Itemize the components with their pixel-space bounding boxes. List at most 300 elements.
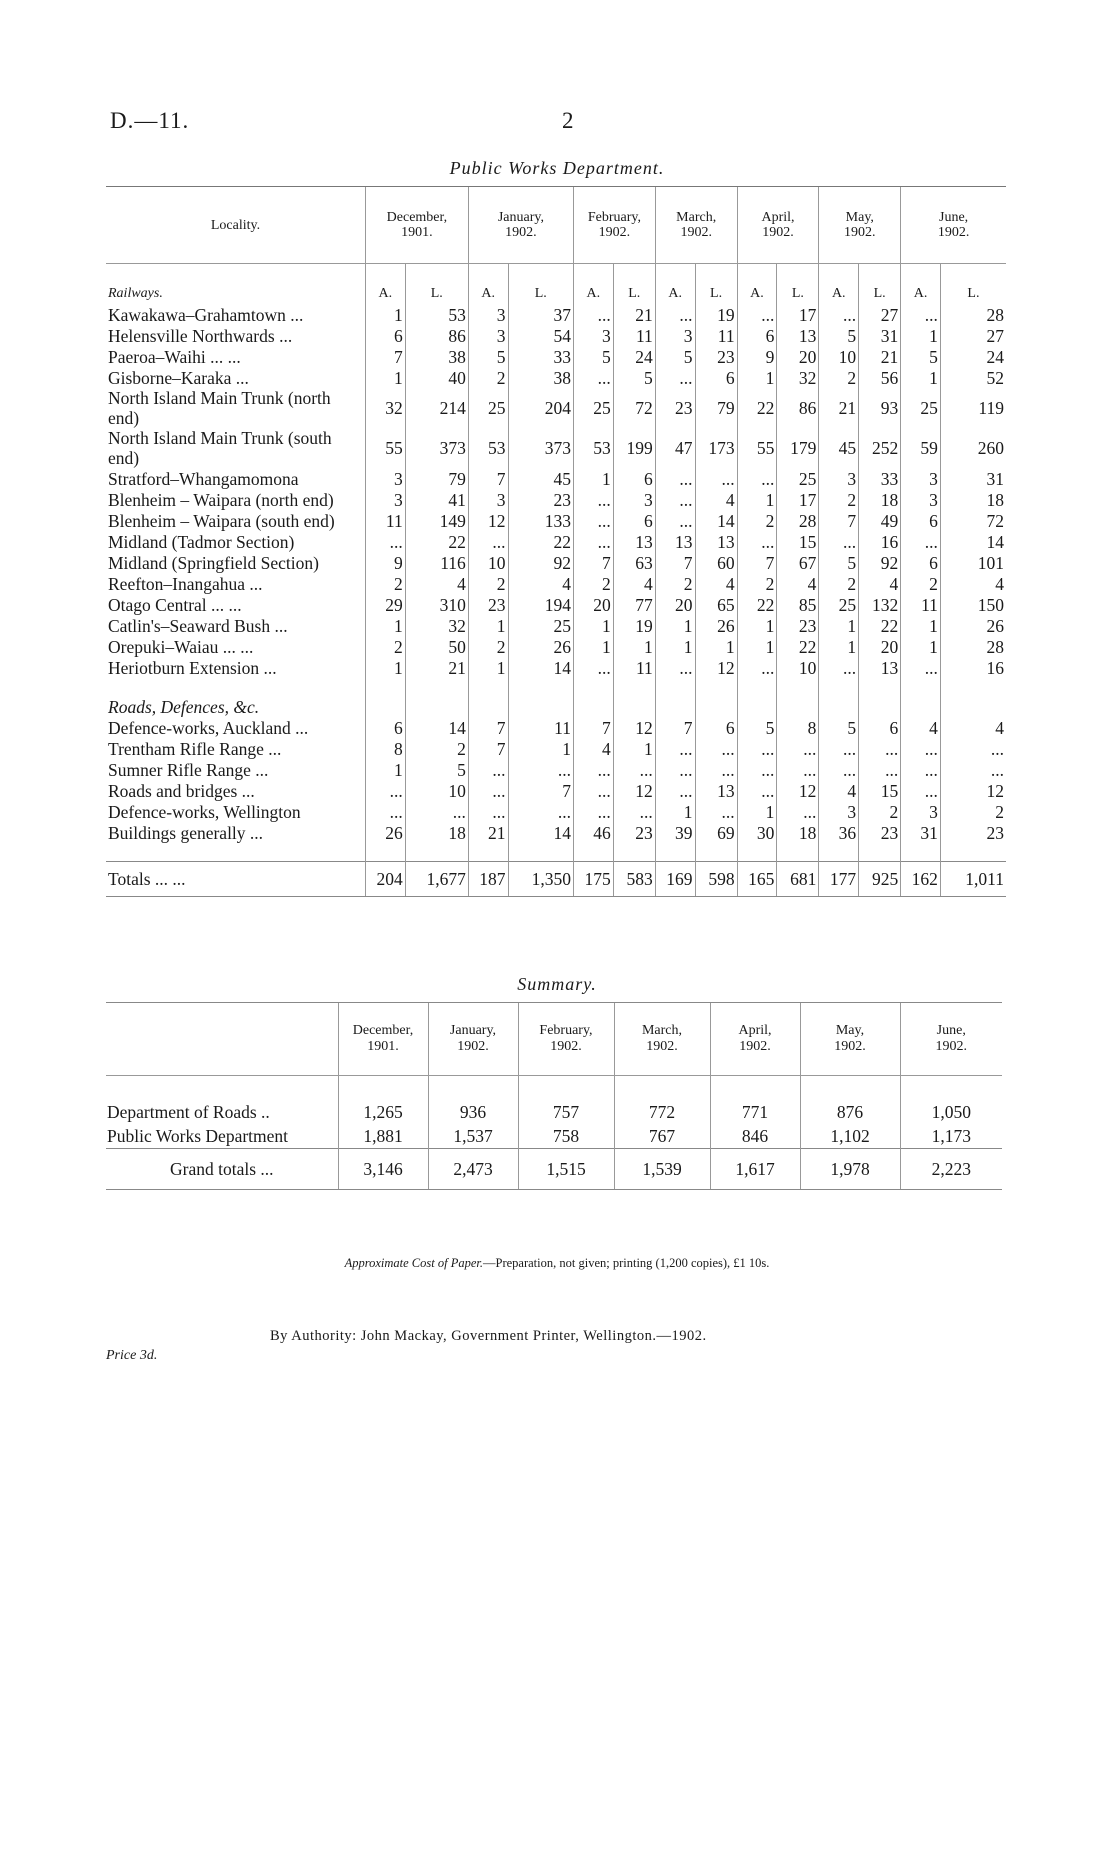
cell-value: 116 xyxy=(405,552,468,573)
cell-value: 2 xyxy=(574,573,614,594)
spacer-cell xyxy=(106,1076,338,1101)
cell-value: 6 xyxy=(859,717,901,738)
month-year: 1902. xyxy=(505,225,537,240)
month-header xyxy=(365,187,468,264)
cell-value: ... xyxy=(574,801,614,822)
cell-value: ... xyxy=(901,759,941,780)
document-code: D.—11. xyxy=(110,108,190,133)
total-value: 177 xyxy=(819,862,859,897)
summary-month-header xyxy=(800,1003,900,1076)
month-header xyxy=(901,187,1006,264)
cell-value: 27 xyxy=(940,325,1006,346)
cell-value: 17 xyxy=(777,489,819,510)
cell-value: 12 xyxy=(777,780,819,801)
month-name: January, xyxy=(497,210,544,225)
a-column-label: A. xyxy=(365,264,405,305)
cell-value: 1 xyxy=(901,636,941,657)
cell-value: 4 xyxy=(613,573,655,594)
cell-value: ... xyxy=(737,738,777,759)
spacer-cell xyxy=(695,678,737,696)
cell-value: 12 xyxy=(940,780,1006,801)
cell-value: ... xyxy=(655,738,695,759)
cell-value: 5 xyxy=(655,346,695,367)
cell-value: 150 xyxy=(940,594,1006,615)
cell-value: 1 xyxy=(655,636,695,657)
cell-value: 18 xyxy=(940,489,1006,510)
l-column-label: L. xyxy=(695,264,737,305)
table-row xyxy=(106,531,1006,552)
cell-value: ... xyxy=(819,657,859,678)
table-row xyxy=(106,346,1006,367)
table-row xyxy=(106,738,1006,759)
spacer-cell xyxy=(338,1076,428,1101)
table-row xyxy=(106,636,1006,657)
cell-value: 11 xyxy=(508,717,573,738)
month-year: 1902. xyxy=(935,1039,967,1054)
cell-value: ... xyxy=(574,304,614,325)
cell-value: ... xyxy=(901,780,941,801)
cell-value: 39 xyxy=(655,822,695,843)
cell-value: 52 xyxy=(940,367,1006,388)
cell-value: 11 xyxy=(695,325,737,346)
cell-value: ... xyxy=(777,801,819,822)
summary-value: 771 xyxy=(710,1100,800,1124)
summary-value: 767 xyxy=(614,1124,710,1149)
cell-value: 18 xyxy=(405,822,468,843)
cell-value: 1 xyxy=(613,738,655,759)
cell-value: 22 xyxy=(737,388,777,428)
cell-value: 5 xyxy=(819,552,859,573)
spacer-cell xyxy=(940,843,1006,862)
month-header xyxy=(574,187,656,264)
cell-value: 59 xyxy=(901,428,941,468)
summary-value: 1,881 xyxy=(338,1124,428,1149)
cell-value: 2 xyxy=(901,573,941,594)
cell-value: 7 xyxy=(468,717,508,738)
cell-value: ... xyxy=(613,801,655,822)
cell-value: 26 xyxy=(365,822,405,843)
locality-header: Locality. xyxy=(106,187,365,264)
cell-value: 1 xyxy=(695,636,737,657)
total-value: 1,350 xyxy=(508,862,573,897)
spacer-cell xyxy=(901,843,941,862)
month-year: 1902. xyxy=(739,1039,771,1054)
cell-value: 92 xyxy=(508,552,573,573)
cell-value: 7 xyxy=(574,552,614,573)
spacer-cell xyxy=(365,678,405,696)
cell-value: ... xyxy=(655,759,695,780)
cell-value: ... xyxy=(737,468,777,489)
month-year: 1901. xyxy=(367,1039,399,1054)
row-label: Midland (Tadmor Section) xyxy=(108,531,295,552)
cell-value: 1 xyxy=(819,636,859,657)
month-year: 1902. xyxy=(680,225,712,240)
month-name: April, xyxy=(761,210,795,225)
table-row xyxy=(106,510,1006,531)
cell-value: 32 xyxy=(777,367,819,388)
cell-value: 15 xyxy=(859,780,901,801)
row-label: Midland (Springfield Section) xyxy=(108,552,319,573)
cell-value: 85 xyxy=(777,594,819,615)
cell-value: 5 xyxy=(819,717,859,738)
cell-value: ... xyxy=(655,468,695,489)
spacer-cell xyxy=(468,678,508,696)
cell-value: 260 xyxy=(940,428,1006,468)
cell-value: 53 xyxy=(574,428,614,468)
summary-blank-header xyxy=(106,1003,338,1076)
cell-value: 2 xyxy=(737,573,777,594)
cell-value: 1 xyxy=(819,615,859,636)
cell-value: 23 xyxy=(940,822,1006,843)
cell-value: 14 xyxy=(508,657,573,678)
grand-total-value: 3,146 xyxy=(338,1149,428,1190)
summary-row-label: Public Works Department xyxy=(107,1126,289,1146)
section-roads-row xyxy=(106,696,1006,717)
cell-value: ... xyxy=(819,738,859,759)
spacer-cell xyxy=(655,843,695,862)
cell-value: 20 xyxy=(574,594,614,615)
l-column-label: L. xyxy=(613,264,655,305)
cell-value: 2 xyxy=(819,489,859,510)
cell-value: 3 xyxy=(365,468,405,489)
cell-value: 19 xyxy=(613,615,655,636)
cell-value: 373 xyxy=(508,428,573,468)
cell-value: 23 xyxy=(508,489,573,510)
cell-value: ... xyxy=(901,738,941,759)
spacer-cell xyxy=(574,678,614,696)
summary-month-header xyxy=(428,1003,518,1076)
cell-value: 3 xyxy=(901,801,941,822)
cell-value: 3 xyxy=(819,801,859,822)
cell-value: ... xyxy=(859,738,901,759)
cell-value: 3 xyxy=(655,325,695,346)
cell-value: 69 xyxy=(695,822,737,843)
cell-value: 2 xyxy=(940,801,1006,822)
cell-value: 26 xyxy=(695,615,737,636)
cell-value: 50 xyxy=(405,636,468,657)
cell-value: 7 xyxy=(819,510,859,531)
cell-value: 4 xyxy=(819,780,859,801)
main-table-header xyxy=(106,187,1006,264)
cell-value: ... xyxy=(695,759,737,780)
cell-value: ... xyxy=(574,489,614,510)
cell-value: 1 xyxy=(737,367,777,388)
cell-value: ... xyxy=(901,657,941,678)
cell-value: 1 xyxy=(655,801,695,822)
spacer-cell xyxy=(710,1076,800,1101)
spacer-cell xyxy=(737,843,777,862)
summary-month-header xyxy=(900,1003,1002,1076)
cell-value: 20 xyxy=(777,346,819,367)
row-label: Catlin's–Seaward Bush ... xyxy=(108,615,288,636)
cell-value: 12 xyxy=(695,657,737,678)
cell-value: 16 xyxy=(940,657,1006,678)
cell-value: ... xyxy=(574,367,614,388)
row-label: Blenheim – Waipara (north end) xyxy=(108,489,334,510)
a-column-label: A. xyxy=(819,264,859,305)
cell-value: 72 xyxy=(940,510,1006,531)
cell-value: 4 xyxy=(695,489,737,510)
cell-value: 4 xyxy=(940,573,1006,594)
summary-value: 1,265 xyxy=(338,1100,428,1124)
month-year: 1902. xyxy=(598,225,631,240)
table-row xyxy=(106,615,1006,636)
total-value: 187 xyxy=(468,862,508,897)
cell-value: 5 xyxy=(468,346,508,367)
cell-value: 6 xyxy=(737,325,777,346)
cell-value: 77 xyxy=(613,594,655,615)
spacer-cell xyxy=(859,678,901,696)
summary-value: 876 xyxy=(800,1100,900,1124)
cell-value: 214 xyxy=(405,388,468,428)
spacer-cell xyxy=(468,843,508,862)
spacer-cell xyxy=(613,678,655,696)
row-label: North Island Main Trunk (north end) xyxy=(108,388,331,428)
cell-value: ... xyxy=(365,801,405,822)
cell-value: 2 xyxy=(737,510,777,531)
cell-value: 31 xyxy=(901,822,941,843)
cell-value: 47 xyxy=(655,428,695,468)
cell-value: ... xyxy=(574,510,614,531)
cell-value: 6 xyxy=(613,468,655,489)
spacer-cell xyxy=(695,696,737,717)
cell-value: 86 xyxy=(777,388,819,428)
cell-value: 1 xyxy=(365,759,405,780)
row-label: Buildings generally ... xyxy=(108,822,264,843)
table-row xyxy=(106,489,1006,510)
total-value: 925 xyxy=(859,862,901,897)
cell-value: ... xyxy=(777,759,819,780)
cell-value: 1 xyxy=(365,615,405,636)
spacer-cell xyxy=(428,1076,518,1101)
cell-value: 11 xyxy=(613,325,655,346)
row-label: Otago Central ... ... xyxy=(108,594,242,615)
grand-total-value: 1,978 xyxy=(800,1149,900,1190)
cell-value: 3 xyxy=(901,489,941,510)
summary-month-header xyxy=(338,1003,428,1076)
cell-value: 11 xyxy=(365,510,405,531)
cell-value: 28 xyxy=(940,304,1006,325)
month-name: March, xyxy=(641,1023,683,1038)
cell-value: 4 xyxy=(777,573,819,594)
cell-value: 7 xyxy=(365,346,405,367)
table-row xyxy=(106,594,1006,615)
row-label: Orepuki–Waiau ... ... xyxy=(108,636,254,657)
cell-value: 310 xyxy=(405,594,468,615)
cell-value: 1 xyxy=(737,801,777,822)
cell-value: 3 xyxy=(613,489,655,510)
cell-value: 13 xyxy=(613,531,655,552)
total-value: 1,011 xyxy=(940,862,1006,897)
cell-value: 38 xyxy=(405,346,468,367)
table-row xyxy=(106,367,1006,388)
cell-value: 3 xyxy=(468,325,508,346)
summary-month-header xyxy=(614,1003,710,1076)
month-name: December, xyxy=(352,1023,414,1038)
cell-value: 55 xyxy=(365,428,405,468)
cell-value: 22 xyxy=(508,531,573,552)
spacer-cell xyxy=(508,843,573,862)
cell-value: 8 xyxy=(365,738,405,759)
cell-value: 37 xyxy=(508,304,573,325)
cell-value: 2 xyxy=(365,636,405,657)
cost-label: Approximate Cost of Paper. xyxy=(344,1256,483,1270)
spacer-cell xyxy=(405,696,468,717)
cell-value: 24 xyxy=(940,346,1006,367)
summary-value: 1,173 xyxy=(900,1124,1002,1149)
cell-value: ... xyxy=(901,304,941,325)
cell-value: 1 xyxy=(737,615,777,636)
month-name: February, xyxy=(539,1023,593,1038)
cell-value: 19 xyxy=(695,304,737,325)
cell-value: 2 xyxy=(819,573,859,594)
row-label: Trentham Rifle Range ... xyxy=(108,738,282,759)
spacer-cell xyxy=(518,1076,614,1101)
cell-value: 79 xyxy=(405,468,468,489)
table-row xyxy=(106,657,1006,678)
cell-value: 133 xyxy=(508,510,573,531)
cell-value: ... xyxy=(468,780,508,801)
cell-value: 21 xyxy=(819,388,859,428)
cell-value: 45 xyxy=(819,428,859,468)
cell-value: 373 xyxy=(405,428,468,468)
main-table-body xyxy=(106,264,1006,897)
cell-value: 67 xyxy=(777,552,819,573)
cell-value: 7 xyxy=(574,717,614,738)
cell-value: ... xyxy=(508,759,573,780)
cell-value: 5 xyxy=(613,367,655,388)
cell-value: 3 xyxy=(365,489,405,510)
cell-value: 28 xyxy=(777,510,819,531)
cell-value: 2 xyxy=(405,738,468,759)
cell-value: 4 xyxy=(508,573,573,594)
cell-value: 36 xyxy=(819,822,859,843)
cell-value: 53 xyxy=(468,428,508,468)
cell-value: ... xyxy=(468,531,508,552)
cell-value: 119 xyxy=(940,388,1006,428)
cell-value: 13 xyxy=(777,325,819,346)
cell-value: 14 xyxy=(695,510,737,531)
cell-value: 1 xyxy=(468,657,508,678)
month-year: 1902. xyxy=(646,1039,678,1054)
authority-line: By Authority: John Mackay, Government Printer, Wellington.—1902. xyxy=(270,1328,707,1344)
cell-value: 26 xyxy=(940,615,1006,636)
cell-value: 31 xyxy=(940,468,1006,489)
cell-value: 13 xyxy=(695,531,737,552)
cell-value: 23 xyxy=(468,594,508,615)
cell-value: 26 xyxy=(508,636,573,657)
month-name: March, xyxy=(676,210,717,225)
cell-value: ... xyxy=(940,759,1006,780)
cell-value: 6 xyxy=(365,325,405,346)
month-name: January, xyxy=(449,1023,497,1038)
cell-value: 93 xyxy=(859,388,901,428)
table-row xyxy=(106,325,1006,346)
summary-value: 758 xyxy=(518,1124,614,1149)
total-value: 681 xyxy=(777,862,819,897)
cell-value: 23 xyxy=(859,822,901,843)
cell-value: 22 xyxy=(737,594,777,615)
cell-value: ... xyxy=(737,780,777,801)
cell-value: 25 xyxy=(777,468,819,489)
table-row xyxy=(106,573,1006,594)
spacer-cell xyxy=(777,696,819,717)
cell-value: 4 xyxy=(695,573,737,594)
cell-value: 199 xyxy=(613,428,655,468)
cell-value: 149 xyxy=(405,510,468,531)
spacer-cell xyxy=(695,843,737,862)
table-row xyxy=(106,759,1006,780)
cell-value: 7 xyxy=(508,780,573,801)
section-railways-row xyxy=(106,264,1006,305)
cell-value: 12 xyxy=(613,717,655,738)
cell-value: 21 xyxy=(859,346,901,367)
spacer-row xyxy=(106,678,1006,696)
cell-value: 6 xyxy=(901,552,941,573)
cell-value: 1 xyxy=(901,615,941,636)
cell-value: 1 xyxy=(737,489,777,510)
cell-value: 30 xyxy=(737,822,777,843)
cell-value: 79 xyxy=(695,388,737,428)
table-row xyxy=(106,428,1006,468)
grand-totals-label: Grand totals ... xyxy=(106,1149,338,1190)
total-value: 598 xyxy=(695,862,737,897)
cost-text: —Preparation, not given; printing (1,200 copies), £1 10s. xyxy=(483,1256,770,1270)
cell-value: 22 xyxy=(777,636,819,657)
cell-value: ... xyxy=(574,780,614,801)
cell-value: ... xyxy=(655,510,695,531)
row-label: Sumner Rifle Range ... xyxy=(108,759,269,780)
main-table xyxy=(106,186,1006,897)
cell-value: 72 xyxy=(613,388,655,428)
spacer-cell xyxy=(859,843,901,862)
spacer-cell xyxy=(901,678,941,696)
cell-value: ... xyxy=(655,657,695,678)
cell-value: 2 xyxy=(468,573,508,594)
spacer-cell xyxy=(614,1076,710,1101)
cell-value: 22 xyxy=(859,615,901,636)
cell-value: 20 xyxy=(655,594,695,615)
table-row xyxy=(106,552,1006,573)
cell-value: 23 xyxy=(777,615,819,636)
cell-value: ... xyxy=(695,738,737,759)
cell-value: ... xyxy=(655,780,695,801)
total-value: 1,677 xyxy=(405,862,468,897)
cell-value: 55 xyxy=(737,428,777,468)
row-label: Kawakawa–Grahamtown ... xyxy=(108,304,304,325)
cell-value: 38 xyxy=(508,367,573,388)
spacer-cell xyxy=(405,843,468,862)
l-column-label: L. xyxy=(405,264,468,305)
table-row xyxy=(106,468,1006,489)
row-label: Paeroa–Waihi ... ... xyxy=(108,346,241,367)
l-column-label: L. xyxy=(859,264,901,305)
cell-value: 194 xyxy=(508,594,573,615)
cell-value: ... xyxy=(405,801,468,822)
cell-value: 1 xyxy=(365,304,405,325)
table-row xyxy=(106,717,1006,738)
cell-value: ... xyxy=(737,759,777,780)
cell-value: ... xyxy=(819,759,859,780)
cell-value: 15 xyxy=(777,531,819,552)
cell-value: 10 xyxy=(468,552,508,573)
cell-value: 1 xyxy=(508,738,573,759)
a-column-label: A. xyxy=(737,264,777,305)
cell-value: 23 xyxy=(695,346,737,367)
spacer-cell xyxy=(613,843,655,862)
summary-body xyxy=(106,1076,1002,1190)
cell-value: 252 xyxy=(859,428,901,468)
